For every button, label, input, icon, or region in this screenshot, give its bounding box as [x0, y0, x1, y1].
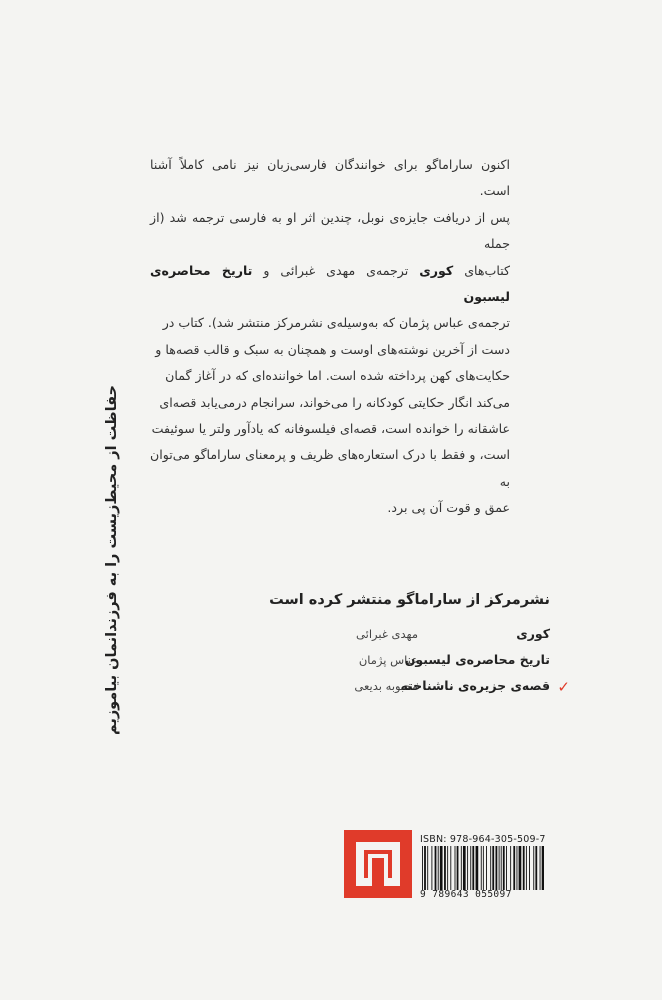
blurb-line-10: عمق و قوت آن پی برد.	[387, 500, 510, 516]
barcode-digits: 9 789643 055097	[420, 889, 512, 900]
barcode-bar	[490, 846, 491, 890]
barcode-bar	[440, 846, 443, 890]
barcode-bar	[476, 846, 479, 890]
book-title: کوری	[516, 626, 550, 641]
barcode-bar	[435, 846, 437, 890]
book-translator: مهدی غبرائی	[356, 627, 419, 641]
barcode-bar	[444, 846, 446, 890]
barcode-bar	[483, 846, 484, 890]
barcode-bar	[447, 846, 448, 890]
barcode-bar	[533, 846, 534, 890]
book-translator: عباس پژمان	[358, 653, 419, 667]
blurb-line-4: ترجمه‌ی عباس پژمان که به‌وسیله‌ی نشرمرکز منتشر شد). کتاب در	[162, 315, 510, 331]
barcode-bar	[523, 846, 525, 890]
blurb-line-2: پس از دریافت جایزه‌ی نوبل، چندین اثر او به فارسی ترجمه شد (از جمله	[150, 209, 510, 252]
barcode-bar	[517, 846, 518, 890]
blurb-line-7: می‌کند انگار حکایتی کودکانه را می‌خواند، سرانجام درمی‌یابد قصه‌ای	[159, 394, 510, 410]
barcode-bar	[542, 846, 544, 890]
barcode-bar	[492, 846, 494, 890]
check-mark-icon: ✓	[557, 678, 570, 696]
blurb-book-title-kori: کوری	[419, 262, 454, 278]
book-row	[230, 626, 550, 646]
back-cover-blurb	[150, 152, 510, 522]
barcode-bar	[424, 846, 426, 890]
books-list-title: نشرمرکز از ساراماگو منتشر کرده است	[269, 592, 550, 608]
barcode-bar	[472, 846, 474, 890]
blurb-book-title-lisbon: تاریخ محاصره‌ی لیسبون	[150, 262, 510, 305]
barcode-bar	[513, 846, 515, 890]
blurb-line-6: حکایت‌های کهن پرداخته شده است. اما خواننده‌ای که در آغاز گمان	[165, 368, 510, 384]
blurb-line-5: دست از آخرین نوشته‌های اوست و همچنان به سبک و قالب قصه‌ها و	[155, 341, 510, 357]
blurb-line-9: است، و فقط با درک استعاره‌های ظریف و پرمعنای ساراماگو می‌توان به	[150, 447, 510, 489]
barcode-bar	[503, 846, 505, 890]
vertical-slogan	[92, 370, 132, 750]
barcode-bar	[540, 846, 541, 890]
publisher-logo-icon	[342, 828, 414, 900]
barcode-bar	[496, 846, 498, 890]
book-title: قصه‌ی جزیره‌ی ناشناخته	[400, 678, 550, 693]
barcode-bar	[510, 846, 511, 890]
barcode-bar	[431, 846, 432, 890]
book-translator: محبوبه بدیعی	[354, 679, 419, 693]
barcode-bar	[506, 846, 507, 890]
blurb-line-3	[150, 258, 510, 311]
barcode-bar	[422, 846, 423, 890]
barcode-bar	[499, 846, 500, 890]
blurb-line-1: اکنون ساراماگو برای خوانندگان فارسی‌زبان نیز نامی کاملاً آشنا است.	[150, 157, 510, 199]
barcode-bar	[481, 846, 482, 890]
barcode-bar	[455, 846, 456, 890]
barcode-bar	[457, 846, 459, 890]
barcode-bar	[461, 846, 462, 890]
blurb-line-3-part2: ترجمه‌ی مهدی غبرائی و	[263, 262, 409, 278]
barcode-bar	[486, 846, 487, 890]
barcode-bar	[526, 846, 527, 890]
book-title: تاریخ محاصره‌ی لیسبون	[404, 652, 550, 667]
barcode-bar	[501, 846, 502, 890]
vertical-slogan-text: حفاظت از محیط‌زیست را به فرزندانمان بیاموزیم	[104, 385, 120, 735]
barcode-bar	[535, 846, 537, 890]
barcode-bar	[529, 846, 530, 890]
barcode-bar	[519, 846, 522, 890]
barcode-bar	[470, 846, 471, 890]
barcode-bar	[463, 846, 466, 890]
barcode-bar	[467, 846, 468, 890]
blurb-line-3-part1: کتاب‌های	[464, 262, 511, 278]
blurb-line-8: عاشقانه را خوانده است، قصه‌ای فیلسوفانه که یادآور ولتر یا سوئیفت	[151, 421, 510, 437]
book-row	[230, 652, 550, 672]
barcode-icon	[420, 846, 544, 890]
barcode-bar	[438, 846, 439, 890]
barcode-bar	[450, 846, 451, 890]
isbn-text: ISBN: 978-964-305-509-7	[420, 834, 546, 845]
barcode-bar	[427, 846, 428, 890]
book-row	[230, 678, 570, 698]
